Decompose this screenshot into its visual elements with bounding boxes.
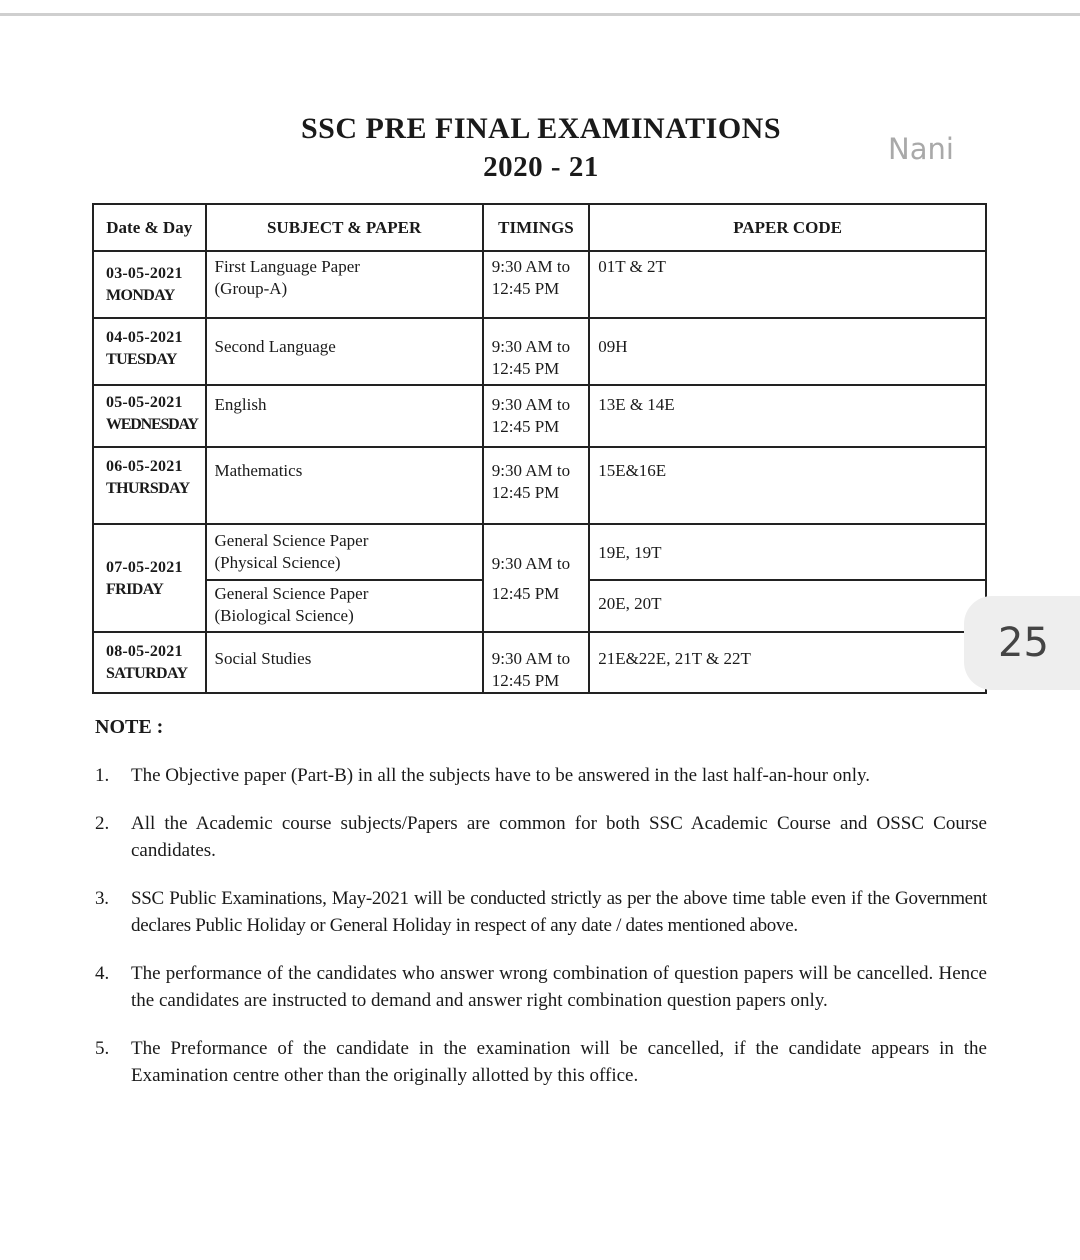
header-paper-code: PAPER CODE (589, 204, 986, 251)
paper-code: 19E, 19T (598, 543, 662, 562)
exam-date: 07-05-2021 (106, 559, 183, 576)
note-item (95, 1035, 987, 1089)
paper-code: 21E&22E, 21T & 22T (598, 649, 751, 668)
exam-date: 05-05-2021 (106, 394, 183, 411)
subject-cell (206, 524, 483, 580)
exam-date: 06-05-2021 (106, 458, 183, 475)
subject-cell (206, 632, 483, 693)
exam-day: TUESDAY (106, 351, 177, 368)
note-text: All the Academic course subjects/Papers are common for both SSC Academic Course and OSSC Course candidates. (131, 813, 987, 861)
note-number: 1. (95, 765, 110, 786)
note-item (95, 885, 987, 939)
timing-end: 12:45 PM (491, 279, 560, 298)
subject-cell (206, 318, 483, 385)
exam-day: SATURDAY (106, 665, 188, 682)
paper-code-cell (589, 318, 986, 385)
paper-code: 13E & 14E (598, 395, 675, 414)
note-item (95, 762, 987, 789)
exam-date: 08-05-2021 (106, 643, 183, 660)
timing-cell (483, 524, 589, 632)
paper-code-cell (589, 385, 986, 447)
subject-cell (206, 580, 483, 632)
date-cell (93, 524, 206, 632)
note-text: The Objective paper (Part-B) in all the subjects have to be answered in the last half-an-hour only. (131, 765, 870, 786)
paper-code: 20E, 20T (598, 594, 662, 613)
date-cell (93, 251, 206, 318)
table-row (93, 632, 986, 693)
timing-start: 9:30 AM to (491, 395, 571, 414)
note-text: SSC Public Examinations, May-2021 will be conducted strictly as per the above time table even if the Government declares Public Holiday or General Holiday in respect of any date / dates mentioned above. (131, 888, 987, 936)
paper-code: 01T & 2T (598, 257, 666, 276)
date-cell (93, 318, 206, 385)
subject-line: (Biological Science) (214, 606, 354, 625)
top-divider (0, 13, 1080, 16)
exam-date: 04-05-2021 (106, 329, 183, 346)
table-row (93, 251, 986, 318)
header-subject-paper: SUBJECT & PAPER (206, 204, 483, 251)
subject-line: (Physical Science) (214, 553, 341, 572)
subject-line: Social Studies (214, 649, 312, 668)
note-text: The Preformance of the candidate in the examination will be cancelled, if the candidate appears in the Examination centre other than the originally allotted by this office. (131, 1038, 987, 1086)
subject-line: English (214, 395, 267, 414)
subject-line: Second Language (214, 337, 336, 356)
note-number: 5. (95, 1038, 110, 1059)
subject-line: Mathematics (214, 461, 303, 480)
timing-end: 12:45 PM (491, 584, 560, 603)
handwritten-signature: Nani (888, 132, 954, 166)
note-number: 2. (95, 813, 110, 834)
date-cell (93, 632, 206, 693)
timing-cell (483, 632, 589, 693)
date-cell (93, 447, 206, 524)
note-text: The performance of the candidates who answer wrong combination of question papers will be cancelled. Hence the candidates are instructed to demand and answer right combination question papers only. (131, 963, 987, 1011)
note-heading: NOTE : (95, 716, 164, 738)
timing-cell (483, 447, 589, 524)
subject-line: General Science Paper (214, 531, 369, 550)
subject-line: (Group-A) (214, 279, 288, 298)
timing-end: 12:45 PM (491, 359, 560, 378)
paper-code-cell (589, 251, 986, 318)
page-number-badge (964, 596, 1080, 690)
header-date-day: Date & Day (93, 204, 206, 251)
note-number: 3. (95, 888, 109, 909)
subject-line: General Science Paper (214, 584, 369, 603)
title-year: 2020 - 21 (483, 151, 599, 183)
exam-day: FRIDAY (106, 581, 164, 598)
table-header-row (93, 204, 986, 251)
exam-day: THURSDAY (106, 480, 190, 497)
exam-day: MONDAY (106, 287, 175, 304)
exam-schedule-table (92, 203, 987, 694)
timing-start: 9:30 AM to (491, 649, 571, 668)
timing-start: 9:30 AM to (491, 337, 571, 356)
subject-cell (206, 447, 483, 524)
table-row (93, 524, 986, 580)
exam-day: WEDNESDAY (106, 416, 198, 433)
header-timings: TIMINGS (483, 204, 589, 251)
timing-start: 9:30 AM to (491, 461, 571, 480)
paper-code: 09H (598, 337, 628, 356)
timing-end: 12:45 PM (491, 671, 560, 690)
table-row (93, 447, 986, 524)
paper-code-cell (589, 447, 986, 524)
paper-code-cell (589, 580, 986, 632)
timing-cell (483, 251, 589, 318)
subject-cell (206, 385, 483, 447)
page-number: 25 (998, 620, 1049, 666)
timing-cell (483, 318, 589, 385)
title-text: SSC PRE FINAL EXAMINATIONS (300, 112, 782, 145)
paper-code-cell (589, 632, 986, 693)
timing-cell (483, 385, 589, 447)
subject-cell (206, 251, 483, 318)
note-item (95, 810, 987, 864)
date-cell (93, 385, 206, 447)
paper-code: 15E&16E (598, 461, 667, 480)
timing-end: 12:45 PM (491, 417, 560, 436)
paper-code-cell (589, 524, 986, 580)
timing-start: 9:30 AM to (491, 257, 571, 276)
note-item (95, 960, 987, 1014)
timing-end: 12:45 PM (491, 483, 560, 502)
exam-date: 03-05-2021 (106, 265, 183, 282)
note-number: 4. (95, 963, 110, 984)
subject-line: First Language Paper (214, 257, 360, 276)
table-row (93, 318, 986, 385)
table-row (93, 385, 986, 447)
timing-start: 9:30 AM to (491, 554, 571, 573)
